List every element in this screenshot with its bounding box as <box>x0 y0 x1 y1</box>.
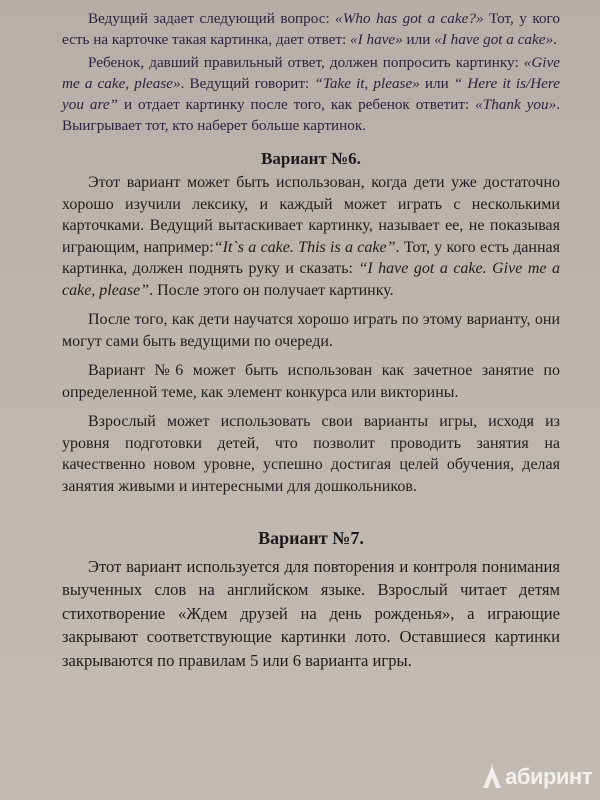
italic-phrase: «I have» <box>350 31 403 48</box>
italic-phrase: «I have got a cake» <box>434 31 554 48</box>
text-run: и отдает картинку после того, как ребенок ответит: <box>118 96 476 113</box>
variant-6-heading: Вариант №6. <box>261 149 361 168</box>
text-run: Ребенок, давший правильный ответ, должен попросить картинку: <box>88 54 524 71</box>
labirint-letter-l-icon <box>481 764 503 790</box>
variant-7-paragraph-1: Этот вариант используется для повторения и контроля понимания выученных слов на английском языке. Взрослый читает детям стихотворение «Ждем друзей на день рожденья», а играющие закрывают соответствующие картинки лото. Оставшиеся картинки закрываются по правилам 5 или 6 варианта игры. <box>62 557 560 670</box>
italic-phrase: «Who has got a cake?» <box>335 10 484 27</box>
text-run: . Выигрывает тот, кто наберет больше картинок. <box>62 96 561 134</box>
variant-6-paragraph-4: Взрослый может использовать свои варианты игры, исходя из уровня подготовки детей, что позволит проводить занятия на качественно новом уровне, успешно достигая целей обучения, делая занятия живыми и интересными для дошкольников. <box>62 413 560 495</box>
intro-paragraph-1 <box>62 8 560 50</box>
text-run: или <box>402 31 435 48</box>
intro-paragraph-2 <box>62 52 560 136</box>
italic-phrase: “Take it, please» <box>314 75 420 92</box>
text-run: . Тот, у кого есть данная картинка, должен поднять руку и сказать: <box>62 238 560 277</box>
variant-6-paragraph-1 <box>62 172 560 301</box>
variant-6-paragraph-3: Вариант №6 может быть использован как зачетное занятие по определенной теме, как элемент конкурса или викторины. <box>62 362 560 401</box>
variant-7-heading: Вариант №7. <box>258 528 364 548</box>
text-run: Ведущий задает следующий вопрос: <box>88 10 336 27</box>
labirint-watermark <box>481 764 592 790</box>
italic-phrase: «Give me a cake, please» <box>62 54 560 92</box>
italic-phrase: «Thank you» <box>475 96 557 113</box>
text-run: . Ведущий говорит: <box>180 75 315 92</box>
watermark-text: абиринт <box>505 764 592 789</box>
text-run: Этот вариант может быть использован, когда дети уже достаточно хорошо изучили лексику, и каждый может играть с несколькими карточками. Ведущий вытаскивает картинку, называет ее, не показывая играющим, например: <box>62 174 560 256</box>
text-run: . После этого он получает картинку. <box>149 281 394 299</box>
italic-phrase: “I have got a cake. Give me a cake, please” <box>62 260 560 299</box>
italic-phrase: “It`s a cake. This is a cake” <box>213 238 396 256</box>
text-run: или <box>419 75 454 92</box>
text-run: Тот, у кого есть на карточке такая картинка, дает ответ: <box>62 10 561 48</box>
text-run: . <box>553 31 557 48</box>
italic-phrase: “ Here it is/Here you are” <box>62 75 561 113</box>
variant-6-paragraph-2: После того, как дети научатся хорошо играть по этому варианту, они могут сами быть ведущими по очереди. <box>62 311 560 350</box>
